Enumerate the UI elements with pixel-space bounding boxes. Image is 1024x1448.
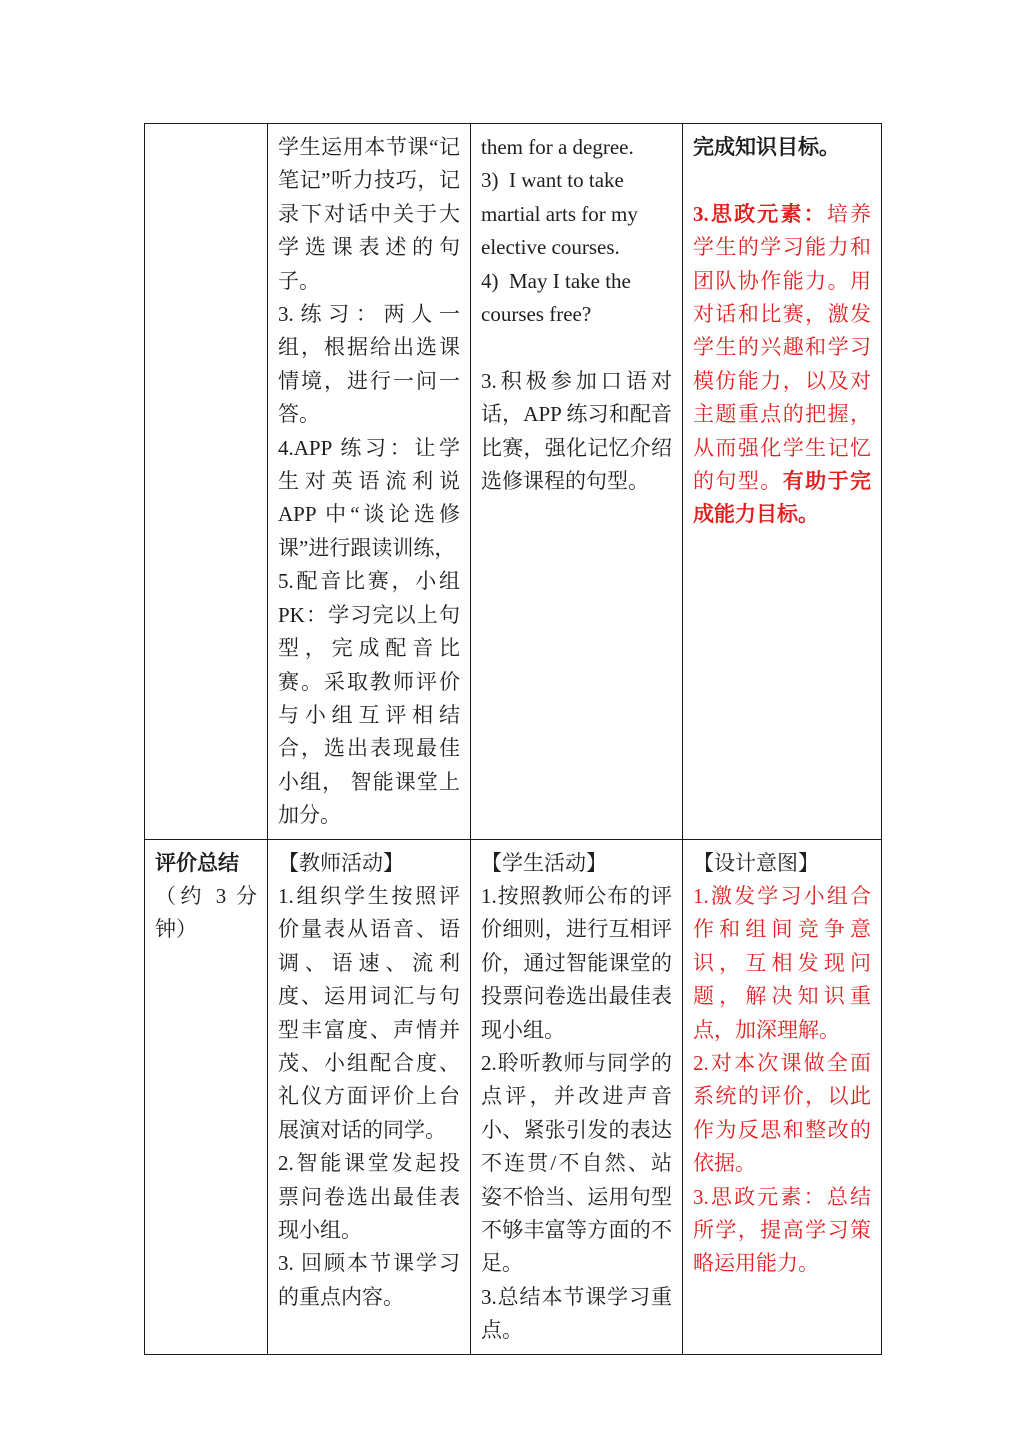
text-run: 3) I want to take martial arts for my elective courses.	[481, 168, 644, 260]
cell-student-activity	[471, 839, 683, 1354]
paragraph	[278, 131, 460, 298]
text-run: 4.APP 练习：让学生对英语流利说 APP 中“谈论选修课”进行跟读训练，	[278, 435, 466, 560]
text-run: 3.思政元素：总结所学，提高学习策略运用能力。	[693, 1184, 871, 1276]
text-run: 2.聆听教师与同学的点评，并改进声音小、紧张引发的表达不连贯/不自然、站姿不恰当、运用句型不够丰富等方面的不足。	[481, 1050, 672, 1276]
text-run: 3.积极参加口语对话，APP 练习和配音比赛，强化记忆介绍选修课程的句型。	[481, 368, 672, 494]
paragraph	[155, 847, 257, 880]
text-run: 1.组织学生按照评价量表从语音、语调、语速、流利度、运用词汇与句型丰富度、声情并茂、小组配合度、礼仪方面评价上台展演对话的同学。	[278, 883, 460, 1142]
paragraph	[278, 432, 466, 566]
paragraph	[481, 1281, 672, 1348]
text-run: 1.按照教师公布的评价细则，进行互相评价，通过智能课堂的投票问卷选出最佳表现小组。	[481, 883, 672, 1042]
paragraph	[278, 880, 460, 1147]
cell-stage-empty	[145, 124, 268, 840]
paragraph	[278, 565, 466, 832]
paragraph	[481, 131, 672, 164]
text-run: 4) May I take the courses free?	[481, 268, 637, 327]
paragraph	[481, 365, 672, 499]
paragraph	[155, 880, 257, 947]
text-run: 【设计意图】	[693, 850, 819, 875]
table-row-evaluation-summary	[145, 839, 882, 1354]
paragraph	[278, 1247, 460, 1314]
text-run: 3. 回顾本节课学习的重点内容。	[278, 1251, 460, 1309]
text-run: 2.对本次课做全面系统的评价，以此作为反思和整改的依据。	[693, 1050, 871, 1176]
text-run: 1.激发学习小组合作和组间竞争意识，互相发现问题，解决知识重点，加深理解。	[693, 883, 871, 1042]
paragraph	[693, 164, 871, 197]
text-run: 【教师活动】	[278, 850, 404, 875]
text-run: 培养学生的学习能力和团队协作能力。用对话和比赛，激发学生的兴趣和学习模仿能力，以及对主题重点的把握，从而强化学生记忆的句型。	[693, 201, 872, 494]
paragraph	[693, 198, 871, 532]
paragraph	[693, 847, 871, 880]
table-row-continued-activities	[145, 124, 882, 840]
text-run: 3.思政元素：	[693, 201, 827, 226]
paragraph	[278, 847, 460, 880]
text-run: 5.配音比赛，小组 PK：学习完以上句型，完成配音比赛。采取教师评价与小组互评相结合，选出表现最佳小组， 智能课堂上加分。	[278, 569, 466, 828]
paragraph	[481, 164, 672, 264]
paragraph	[481, 265, 672, 332]
text-run: 完成知识目标。	[693, 135, 840, 159]
paragraph	[693, 880, 871, 1047]
paragraph	[278, 298, 460, 432]
paragraph	[481, 847, 672, 880]
cell-design-intent	[683, 839, 882, 1354]
text-run: them for a degree.	[481, 135, 634, 159]
text-run: 3.练习：两人一组，根据给出选课情境，进行一问一答。	[278, 302, 460, 427]
paragraph	[693, 1047, 871, 1181]
text-run: 2.智能课堂发起投票问卷选出最佳表现小组。	[278, 1151, 460, 1242]
text-run: 学生运用本节课“记笔记”听力技巧，记录下对话中关于大学选课表述的句子。	[278, 135, 460, 293]
paragraph	[481, 880, 672, 1047]
text-run: 3.总结本节课学习重点。	[481, 1284, 672, 1343]
text-run: （约 3 分钟）	[155, 883, 257, 942]
cell-stage-evaluation-summary	[145, 839, 268, 1354]
paragraph	[481, 1047, 672, 1281]
cell-teacher-activity	[268, 124, 471, 840]
cell-teacher-activity	[268, 839, 471, 1354]
cell-student-activity	[471, 124, 683, 840]
paragraph	[693, 131, 871, 164]
text-run: 【学生活动】	[481, 850, 607, 875]
cell-design-intent	[683, 124, 882, 840]
lesson-plan-table	[144, 123, 882, 1355]
paragraph	[278, 1147, 460, 1247]
paragraph	[481, 331, 672, 364]
text-run: 评价总结	[155, 850, 239, 875]
paragraph	[693, 1181, 871, 1281]
text-run: 有助于完成能力目标。	[693, 469, 872, 527]
